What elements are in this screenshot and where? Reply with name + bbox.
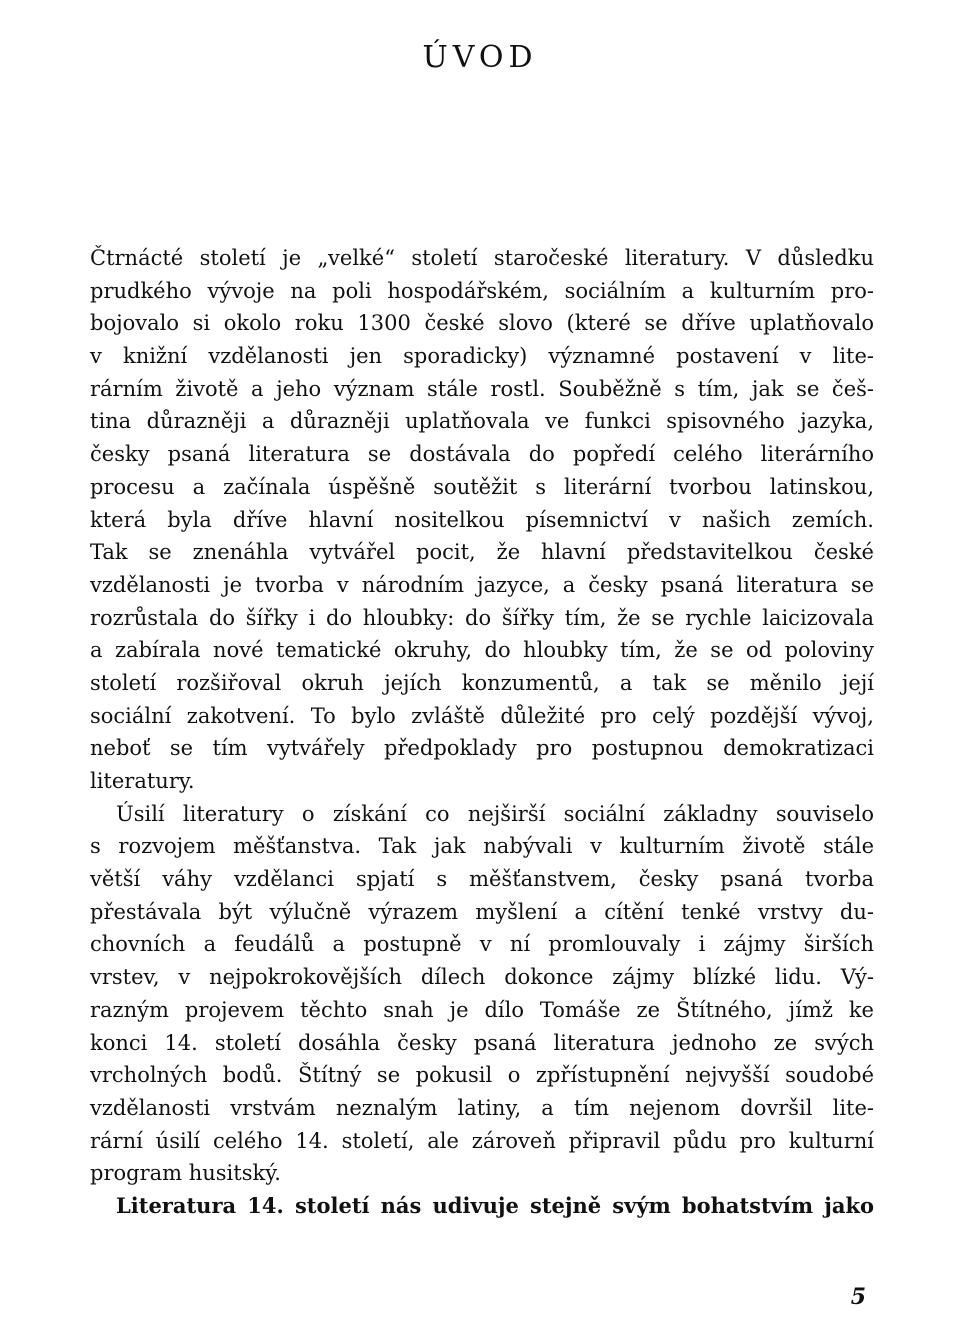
text-line: prudkého vývoje na poli hospodářském, sociálním a kulturním pro- — [90, 278, 874, 303]
text-line: Tak se znenáhla vytvářel pocit, že hlavní představitelkou české — [90, 540, 874, 565]
text-line: s rozvojem měšťanstva. Tak jak nabývali v kulturním životě stále — [90, 834, 874, 859]
text-line: bojovalo si okolo roku 1300 české slovo (které se dříve uplatňovalo — [90, 311, 874, 336]
text-line: neboť se tím vytvářely předpoklady pro postupnou demokratizaci — [90, 736, 874, 761]
text-line: Literatura 14. století nás udivuje stejně svým bohatstvím jako — [116, 1192, 874, 1218]
text-line: rární úsilí celého 14. století, ale zároveň připravil půdu pro kulturní — [90, 1128, 874, 1153]
text-line: Úsilí literatury o získání co nejširší sociální základny souviselo — [116, 801, 874, 826]
page-title: ÚVOD — [422, 40, 538, 75]
text-line: česky psaná literatura se dostávala do popředí celého literárního — [90, 442, 874, 467]
text-line: literatury. — [90, 769, 195, 793]
text-line: která byla dříve hlavní nositelkou písemnictví v našich zemích. — [90, 507, 874, 532]
body-text — [90, 242, 874, 1223]
paragraph-1 — [90, 242, 874, 798]
page-number: 5 — [850, 1284, 866, 1310]
text-line: vzdělanosti vrstvám neznalým latiny, a tím nejenom dovršil lite- — [90, 1095, 874, 1120]
text-line: chovních a feudálů a postupně v ní promlouvaly i zájmy širších — [90, 932, 874, 957]
text-line: vrcholných bodů. Štítný se pokusil o zpřístupnění nejvyšší soudobé — [90, 1063, 874, 1088]
paragraph-2 — [90, 798, 874, 1190]
text-line: tina důrazněji a důrazněji uplatňovala ve funkci spisovného jazyka, — [90, 409, 874, 434]
text-line: vrstev, v nejpokrokovějších dílech dokonce zájmy blízké lidu. Vý- — [90, 965, 874, 990]
text-line: větší váhy vzdělanci spjatí s měšťanstvem, česky psaná tvorba — [90, 867, 874, 892]
text-line: a zabírala nové tematické okruhy, do hloubky tím, že se od poloviny — [90, 638, 874, 663]
text-line: konci 14. století dosáhla česky psaná literatura jednoho ze svých — [90, 1030, 874, 1055]
paragraph-3 — [90, 1190, 874, 1223]
text-line: vzdělanosti je tvorba v národním jazyce, a česky psaná literatura se — [90, 572, 874, 597]
text-line: razným projevem těchto snah je dílo Tomáše ze Štítného, jímž ke — [90, 997, 874, 1022]
text-line: Čtrnácté století je „velké“ století staročeské literatury. V důsledku — [90, 246, 874, 270]
text-line: program husitský. — [90, 1161, 281, 1186]
text-line: rárním životě a jeho význam stále rostl. Souběžně s tím, jak se češ- — [90, 376, 874, 401]
text-line: v knižní vzdělanosti jen sporadicky) významné postavení v lite- — [90, 344, 874, 369]
text-line: přestávala být výlučně výrazem myšlení a cítění tenké vrstvy du- — [90, 899, 874, 924]
text-line: století rozšiřoval okruh jejích konzumentů, a tak se měnilo její — [90, 670, 874, 695]
text-line: sociální zakotvení. To bylo zvláště důležité pro celý pozdější vývoj, — [90, 703, 874, 728]
text-line: procesu a začínala úspěšně soutěžit s literární tvorbou latinskou, — [90, 474, 874, 499]
text-line: rozrůstala do šířky i do hloubky: do šířky tím, že se rychle laicizovala — [90, 605, 874, 630]
